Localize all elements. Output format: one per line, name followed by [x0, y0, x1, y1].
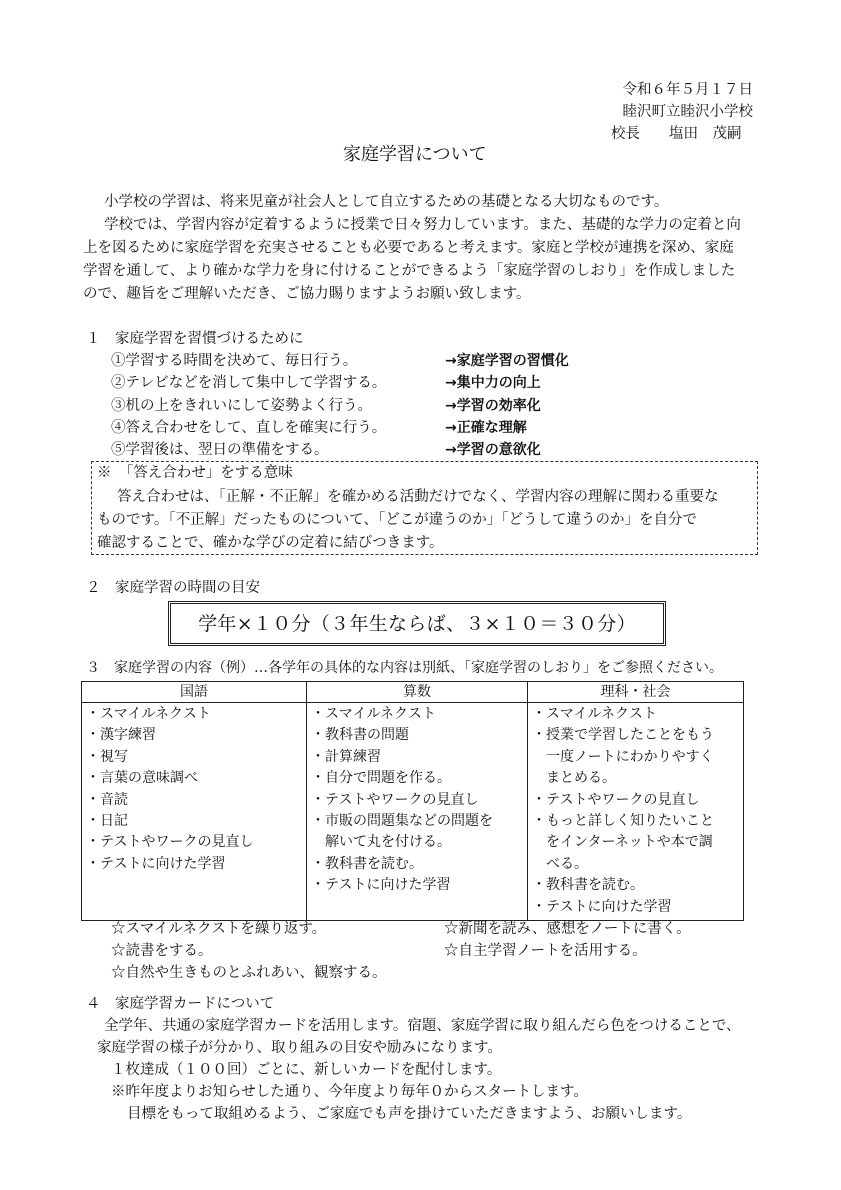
time-guideline-box	[168, 601, 666, 646]
column-header-math: 算数	[307, 682, 528, 703]
list-item: ・テストやワークの見直し	[311, 791, 479, 808]
school-name: 睦沢町立睦沢小学校	[622, 104, 753, 120]
list-item: ・言葉の意味調べ	[86, 770, 198, 787]
star-item: ☆スマイルネクストを繰り返す。	[111, 921, 327, 937]
habit-item: ⑤学習後は、翌日の準備をする。	[111, 442, 329, 458]
list-item: ・テストやワークの見直し	[86, 834, 254, 851]
list-item: ・テストに向けた学習	[86, 855, 226, 872]
list-item: ・日記	[86, 813, 128, 830]
note-title: ※ 「答え合わせ」をする意味	[97, 465, 293, 481]
card-line: 目標をもって取組めるよう、ご家庭でも声を掛けていただきますよう、お願いします。	[127, 1106, 692, 1122]
intro-line: 小学校の学習は、将来児童が社会人として自立するための基礎となる大切なものです。	[104, 194, 669, 210]
list-item: ・教科書の問題	[311, 727, 409, 744]
principal-name: 校長 塩田 茂嗣	[611, 126, 742, 142]
note-line: 答え合わせは、「正解・不正解」を確かめる活動だけでなく、学習内容の理解に関わる重要な	[117, 489, 719, 505]
list-item: ・計算練習	[311, 748, 381, 765]
list-item: ・市販の問題集などの問題を	[311, 813, 493, 830]
table-row	[82, 703, 744, 921]
section4-heading: ４ 家庭学習カードについて	[86, 996, 275, 1012]
list-item: ・自分で問題を作る。	[311, 770, 451, 787]
section1-heading: １ 家庭学習を習慣づけるために	[86, 331, 304, 347]
list-item: ・スマイルネクスト	[311, 706, 436, 722]
habit-item: ②テレビなどを消して集中して学習する。	[111, 375, 387, 391]
list-item: ・もっと詳しく知りたいこと	[532, 813, 714, 830]
star-item: ☆自然や生きものとふれあい、観察する。	[111, 965, 387, 981]
time-guideline-text: 学年×１０分（３年生ならば、３×１０＝３０分）	[198, 612, 636, 635]
habit-item: ③机の上をきれいにして姿勢よく行う。	[111, 398, 372, 414]
section2-heading: ２ 家庭学習の時間の目安	[86, 580, 260, 596]
card-line: １枚達成（１００回）ごとに、新しいカードを配付します。	[111, 1062, 502, 1078]
list-item: ・教科書を読む。	[532, 877, 644, 894]
star-item: ☆新聞を読み、感想をノートに書く。	[444, 921, 691, 937]
list-item: をインターネットや本で調	[532, 834, 713, 851]
card-line: 家庭学習の様子が分かり、取り組みの目安や励みになります。	[97, 1040, 502, 1056]
list-item: ・視写	[86, 748, 128, 765]
column-header-science-social: 理科・社会	[528, 682, 744, 703]
card-line: 全学年、共通の家庭学習カードを活用します。宿題、家庭学習に取り組んだら色をつけることで、	[104, 1018, 741, 1034]
habit-item: ④答え合わせをして、直しを確実に行う。	[111, 420, 387, 436]
list-item: ・音読	[86, 791, 128, 808]
content-table	[81, 681, 744, 921]
habit-result: →正確な理解	[445, 420, 527, 436]
math-cell	[307, 703, 528, 921]
list-item: ・テストやワークの見直し	[532, 791, 700, 808]
list-item: ・テストに向けた学習	[311, 877, 451, 894]
page-title: 家庭学習について	[343, 144, 487, 165]
table-header-row	[82, 682, 744, 703]
list-item: ・テストに向けた学習	[532, 898, 672, 915]
list-item: 一度ノートにわかりやすく	[532, 748, 714, 765]
note-line: 確認することで、確かな学びの定着に結びつきます。	[97, 535, 444, 551]
list-item: べる。	[532, 855, 588, 872]
intro-line: 上を図るために家庭学習を充実させることも必要であると考えます。家庭と学校が連携を深め、家庭	[83, 240, 734, 256]
habit-result: →集中力の向上	[445, 375, 541, 391]
intro-line: 学習を通して、より確かな学力を身に付けることができるよう「家庭学習のしおり」を作成しました	[83, 263, 736, 279]
habit-result: →家庭学習の習慣化	[445, 353, 569, 369]
list-item: ・授業で学習したことをもう	[532, 727, 714, 744]
habit-result: →学習の効率化	[445, 398, 541, 414]
star-item: ☆読書をする。	[111, 943, 213, 959]
star-item: ☆自主学習ノートを活用する。	[444, 943, 647, 959]
list-item: 解いて丸を付ける。	[311, 834, 451, 851]
list-item: ・漢字練習	[86, 727, 156, 744]
list-item: まとめる。	[532, 770, 616, 787]
list-item: ・スマイルネクスト	[532, 706, 657, 722]
science-social-cell	[528, 703, 744, 921]
habit-result: →学習の意欲化	[445, 442, 541, 458]
date: 令和６年５月１７日	[622, 82, 753, 98]
note-line: ものです。「不正解」だったものについて、「どこが違うのか」「どうして違うのか」を自分で	[97, 512, 698, 528]
japanese-cell	[82, 703, 307, 921]
habit-item: ①学習する時間を決めて、毎日行う。	[111, 353, 358, 369]
card-line: ※昨年度よりお知らせした通り、今年度より毎年０からスタートします。	[111, 1084, 588, 1100]
list-item: ・スマイルネクスト	[86, 706, 211, 722]
column-header-japanese: 国語	[82, 682, 307, 703]
intro-line: 学校では、学習内容が定着するように授業で日々努力しています。また、基礎的な学力の定着と向	[104, 217, 741, 233]
list-item: ・教科書を読む。	[311, 855, 423, 872]
intro-line: ので、趣旨をご理解いただき、ご協力賜りますようお願い致します。	[83, 286, 531, 302]
section3-heading: ３ 家庭学習の内容（例）…各学年の具体的な内容は別紙、「家庭学習のしおり」をご参照ください。	[86, 660, 723, 676]
